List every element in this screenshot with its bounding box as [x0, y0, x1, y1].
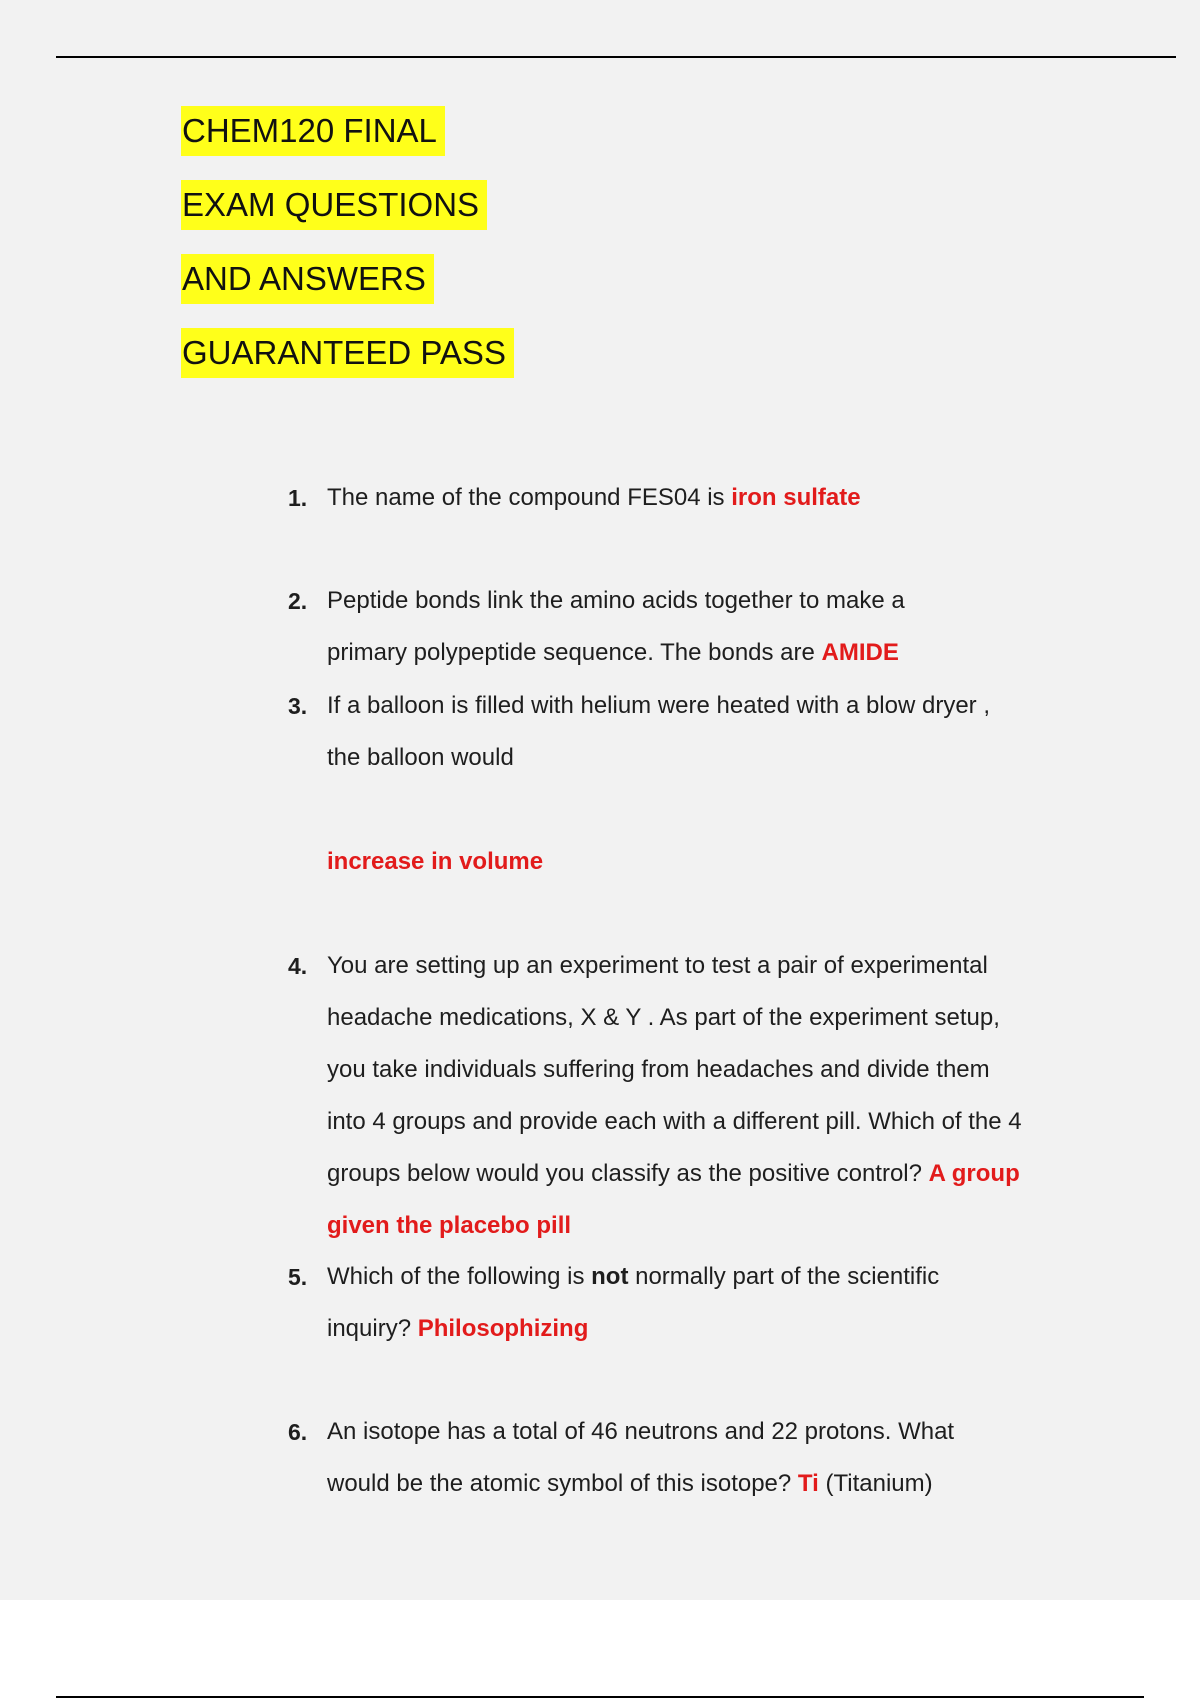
question-number: 5.: [288, 1264, 308, 1290]
question-text: Which of the following is: [327, 1263, 585, 1290]
answer: iron sulfate: [731, 484, 861, 511]
answer-note: (Titanium): [825, 1470, 933, 1497]
question-text: An isotope has a total of 46 neutrons and 22 protons. What: [327, 1418, 955, 1445]
question-text: you take individuals suffering from headaches and divide them: [327, 1056, 990, 1083]
title-line-3: AND ANSWERS: [181, 254, 434, 304]
question-2: [288, 575, 1108, 679]
answer: given the placebo pill: [327, 1212, 572, 1239]
question-number: 4.: [288, 953, 308, 979]
question-text: the balloon would: [327, 744, 514, 771]
answer: increase in volume: [327, 848, 544, 875]
question-text: If a balloon is filled with helium were heated with a blow dryer ,: [327, 692, 990, 719]
question-number: 3.: [288, 693, 308, 719]
header-rule: [56, 56, 1176, 58]
question-text: Peptide bonds link the amino acids together to make a: [327, 587, 905, 614]
question-5: [288, 1251, 1108, 1355]
title-line-4: GUARANTEED PASS: [181, 328, 514, 378]
question-1: [288, 472, 1108, 524]
question-text: primary polypeptide sequence. The bonds are: [327, 639, 815, 666]
answer: Philosophizing: [417, 1315, 589, 1342]
footer-rule: [56, 1696, 1144, 1698]
question-number: 6.: [288, 1419, 308, 1445]
question-text: You are setting up an experiment to test a pair of experimental: [327, 952, 988, 979]
question-3: [288, 680, 1108, 888]
question-number: 1.: [288, 485, 308, 511]
question-4: [288, 940, 1108, 1252]
question-6: [288, 1406, 1108, 1510]
question-text: into 4 groups and provide each with a different pill. Which of the 4: [327, 1108, 1022, 1135]
question-number: 2.: [288, 588, 308, 614]
question-text: would be the atomic symbol of this isotope?: [327, 1470, 792, 1497]
answer: A group: [928, 1160, 1020, 1187]
question-text: headache medications, X & Y . As part of the experiment setup,: [327, 1004, 1000, 1031]
emphasis: not: [591, 1263, 629, 1290]
answer: Ti: [797, 1470, 819, 1497]
title-line-1: CHEM120 FINAL: [181, 106, 445, 156]
question-text: groups below would you classify as the positive control?: [327, 1160, 922, 1187]
document-title: [181, 106, 514, 402]
question-text: inquiry?: [327, 1315, 412, 1342]
answer: AMIDE: [821, 639, 899, 666]
question-text: normally part of the scientific: [635, 1263, 940, 1290]
question-text: The name of the compound FES04 is: [327, 484, 725, 511]
title-line-2: EXAM QUESTIONS: [181, 180, 487, 230]
